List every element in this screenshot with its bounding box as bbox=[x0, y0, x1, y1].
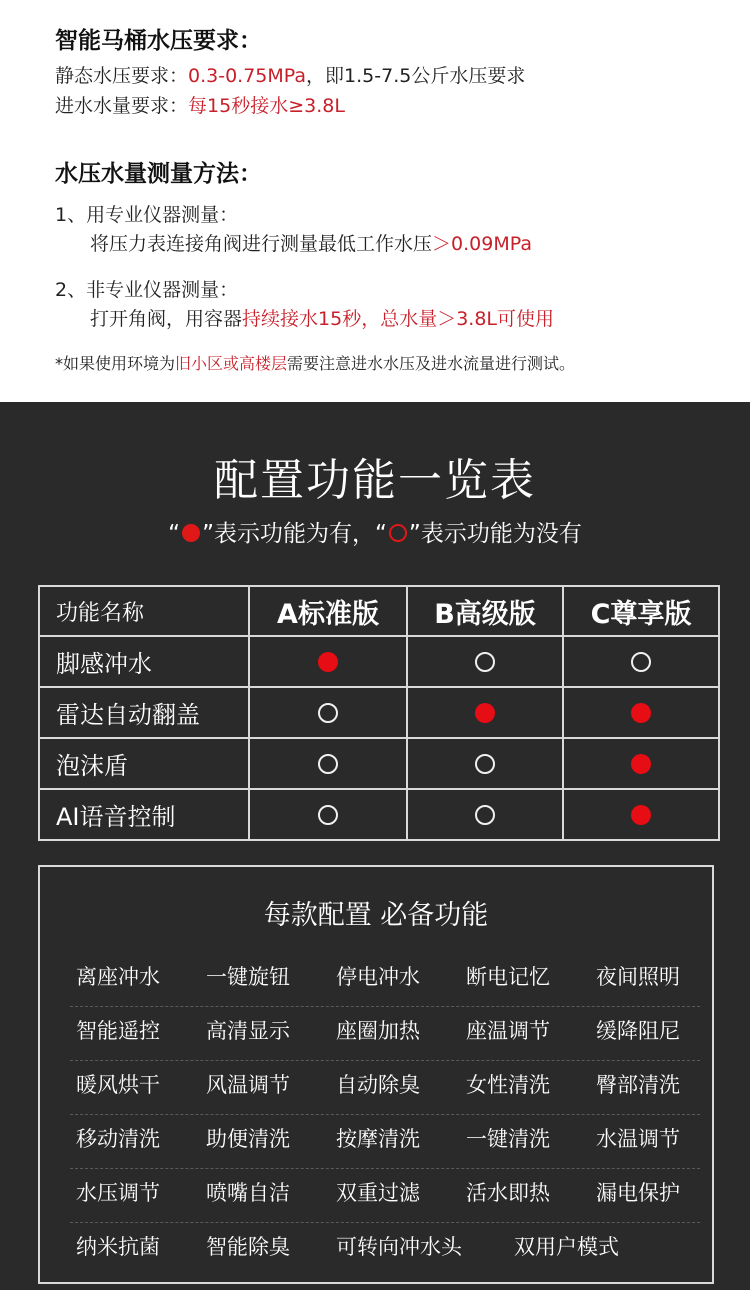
header-version-b: B高级版 bbox=[407, 586, 563, 636]
method-1-text: 将压力表连接角阀进行测量最低工作水压＞0.09MPa bbox=[90, 233, 532, 255]
header-version-a: A标准版 bbox=[249, 586, 407, 636]
availability-cell bbox=[563, 789, 719, 840]
filled-dot-icon bbox=[631, 754, 651, 774]
standard-feature-item: 一键旋钮 bbox=[206, 965, 290, 989]
feature-row bbox=[70, 1223, 700, 1276]
feature-name: AI语音控制 bbox=[39, 789, 249, 840]
feature-name: 脚感冲水 bbox=[39, 636, 249, 687]
availability-cell bbox=[563, 636, 719, 687]
standard-feature-item: 离座冲水 bbox=[76, 965, 160, 989]
availability-cell bbox=[249, 738, 407, 789]
hollow-circle-icon bbox=[318, 703, 338, 723]
standard-feature-item: 漏电保护 bbox=[596, 1181, 680, 1205]
standard-feature-item: 移动清洗 bbox=[76, 1127, 160, 1151]
method-1-title: 1、用专业仪器测量： bbox=[55, 204, 239, 226]
feature-name: 雷达自动翻盖 bbox=[39, 687, 249, 738]
filled-dot-icon bbox=[631, 703, 651, 723]
standard-features-title: 每款配置 必备功能 bbox=[263, 900, 489, 931]
static-pressure-line bbox=[55, 61, 525, 88]
filled-dot-icon bbox=[182, 524, 200, 542]
availability-cell bbox=[563, 738, 719, 789]
standard-feature-item: 高清显示 bbox=[206, 1019, 290, 1043]
config-legend: “ ”表示功能为有，“ ”表示功能为没有 bbox=[168, 521, 582, 547]
filled-dot-icon bbox=[475, 703, 495, 723]
filled-dot-icon bbox=[318, 652, 338, 672]
standard-features-grid bbox=[70, 953, 700, 1276]
water-flow-label: 进水水量要求： bbox=[55, 95, 189, 117]
standard-feature-item: 纳米抗菌 bbox=[76, 1235, 160, 1259]
hollow-circle-icon bbox=[475, 652, 495, 672]
table-header-row bbox=[39, 586, 719, 636]
standard-feature-item: 水温调节 bbox=[596, 1127, 680, 1151]
method-1-value: ＞0.09MPa bbox=[432, 233, 532, 255]
static-pressure-note: ，即1.5-7.5公斤水压要求 bbox=[306, 65, 526, 87]
availability-cell bbox=[249, 789, 407, 840]
measurement-title: 水压水量测量方法： bbox=[55, 161, 262, 187]
standard-feature-item: 智能遥控 bbox=[76, 1019, 160, 1043]
static-pressure-value: 0.3-0.75MPa bbox=[188, 65, 307, 87]
standard-feature-item: 自动除臭 bbox=[336, 1073, 420, 1097]
hollow-circle-icon bbox=[475, 805, 495, 825]
hollow-circle-icon bbox=[318, 805, 338, 825]
feature-row bbox=[70, 1169, 700, 1223]
standard-feature-item: 智能除臭 bbox=[206, 1235, 290, 1259]
table-row bbox=[39, 738, 719, 789]
feature-row bbox=[70, 953, 700, 1007]
feature-name: 泡沫盾 bbox=[39, 738, 249, 789]
standard-feature-item: 夜间照明 bbox=[596, 965, 680, 989]
standard-feature-item: 双用户模式 bbox=[514, 1235, 619, 1259]
water-flow-line bbox=[55, 91, 345, 118]
standard-feature-item: 停电冲水 bbox=[336, 965, 420, 989]
standard-feature-item: 可转向冲水头 bbox=[336, 1235, 462, 1259]
standard-feature-item: 座圈加热 bbox=[336, 1019, 420, 1043]
header-feature-name: 功能名称 bbox=[39, 586, 249, 636]
availability-cell bbox=[407, 738, 563, 789]
table-row bbox=[39, 789, 719, 840]
standard-feature-item: 双重过滤 bbox=[336, 1181, 420, 1205]
standard-feature-item: 缓降阻尼 bbox=[596, 1019, 680, 1043]
availability-cell bbox=[407, 789, 563, 840]
standard-feature-item: 断电记忆 bbox=[466, 965, 550, 989]
standard-feature-item: 风温调节 bbox=[206, 1073, 290, 1097]
standard-feature-item: 活水即热 bbox=[466, 1181, 550, 1205]
static-pressure-label: 静态水压要求： bbox=[55, 65, 189, 87]
standard-feature-item: 喷嘴自洁 bbox=[206, 1181, 290, 1205]
standard-feature-item: 助便清洗 bbox=[206, 1127, 290, 1151]
hollow-circle-icon bbox=[318, 754, 338, 774]
availability-cell bbox=[563, 687, 719, 738]
config-section bbox=[0, 402, 750, 1290]
header-version-c: C尊享版 bbox=[563, 586, 719, 636]
hollow-circle-icon bbox=[631, 652, 651, 672]
method-2-title: 2、非专业仪器测量： bbox=[55, 279, 239, 301]
requirements-section bbox=[0, 0, 750, 402]
feature-row bbox=[70, 1007, 700, 1061]
availability-cell bbox=[249, 636, 407, 687]
method-2-text: 打开角阀，用容器持续接水15秒，总水量＞3.8L可使用 bbox=[90, 308, 554, 330]
standard-feature-item: 座温调节 bbox=[466, 1019, 550, 1043]
water-flow-value: 每15秒接水≥3.8L bbox=[188, 95, 345, 117]
feature-comparison-table bbox=[38, 585, 720, 841]
method-2-value: 持续接水15秒，总水量＞3.8L可使用 bbox=[242, 308, 554, 330]
availability-cell bbox=[407, 636, 563, 687]
availability-cell bbox=[407, 687, 563, 738]
standard-feature-item: 一键清洗 bbox=[466, 1127, 550, 1151]
table-row bbox=[39, 687, 719, 738]
usage-note: *如果使用环境为旧小区或高楼层需要注意进水水压及进水流量进行测试。 bbox=[55, 354, 576, 373]
table-row bbox=[39, 636, 719, 687]
standard-feature-item: 女性清洗 bbox=[466, 1073, 550, 1097]
filled-dot-icon bbox=[631, 805, 651, 825]
water-pressure-title: 智能马桶水压要求： bbox=[55, 28, 262, 54]
hollow-circle-icon bbox=[475, 754, 495, 774]
standard-features-box bbox=[38, 865, 714, 1284]
hollow-circle-icon bbox=[389, 524, 407, 542]
config-title: 配置功能一览表 bbox=[214, 455, 536, 506]
standard-feature-item: 臀部清洗 bbox=[596, 1073, 680, 1097]
feature-row bbox=[70, 1061, 700, 1115]
availability-cell bbox=[249, 687, 407, 738]
usage-note-highlight: 旧小区或高楼层 bbox=[175, 354, 288, 373]
standard-feature-item: 水压调节 bbox=[76, 1181, 160, 1205]
standard-feature-item: 按摩清洗 bbox=[336, 1127, 420, 1151]
standard-feature-item: 暖风烘干 bbox=[76, 1073, 160, 1097]
feature-row bbox=[70, 1115, 700, 1169]
